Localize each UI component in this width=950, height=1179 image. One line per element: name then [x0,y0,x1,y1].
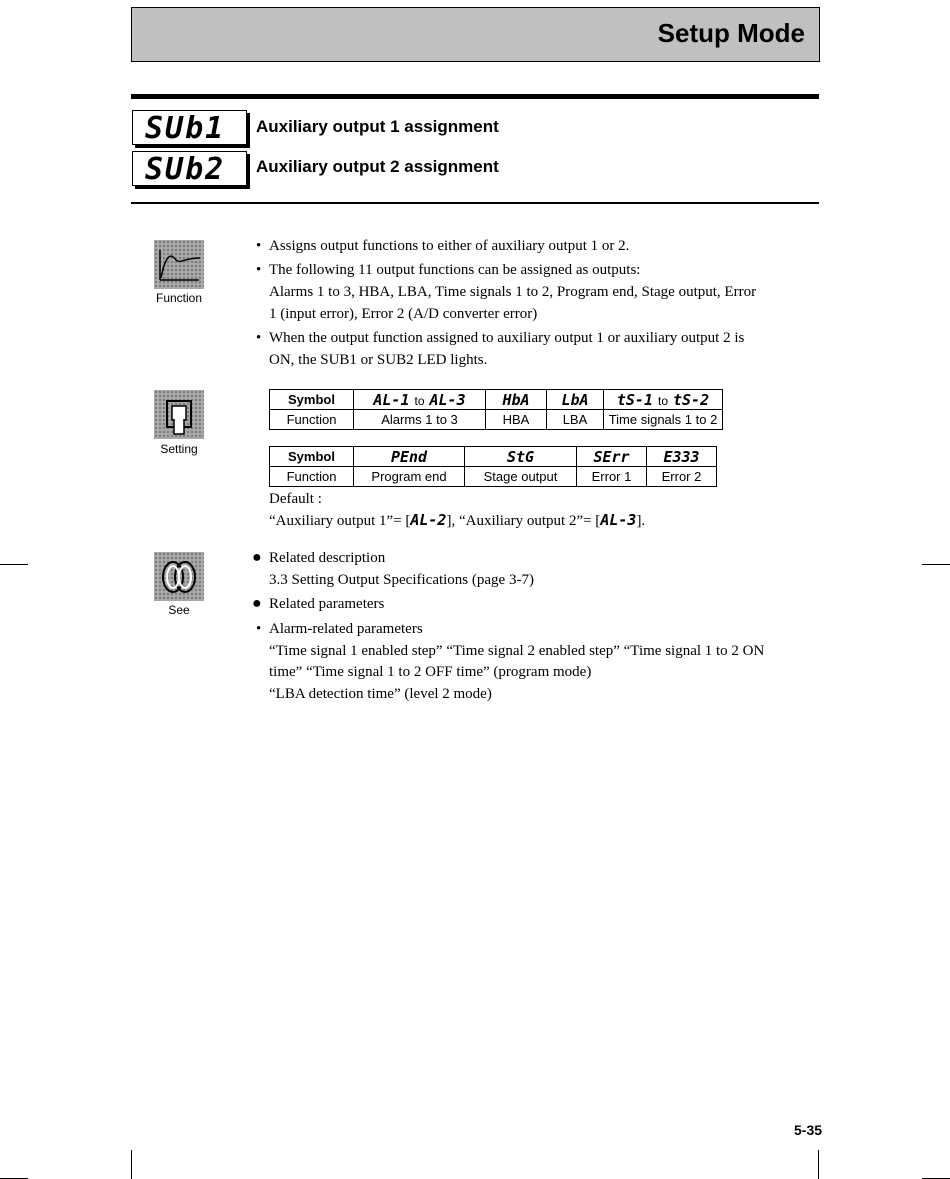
crop-mark-bottom-vertical-left [131,1150,132,1179]
alarm-related-label: Alarm-related parameters [269,621,423,637]
table1-symbol-lba: LbA [547,390,604,410]
filled-bullet-1: ● [252,549,262,566]
alarm-line-2: time” “Time signal 1 to 2 OFF time” (program mode) [269,664,592,680]
table1-function-lba: LBA [547,410,604,430]
table2-function-pend: Program end [354,467,465,487]
table2-symbol-header: Symbol [270,447,354,467]
table2-symbol-stg: StG [465,447,577,467]
table1-symbol-ts [604,390,723,410]
table2-symbol-serr: SErr [577,447,647,467]
related-description-label: Related description [269,550,386,566]
function-bullet-1: Assigns output functions to either of auxiliary output 1 or 2. [269,238,630,254]
param-code-box-2 [132,151,247,186]
table1-function-ts: Time signals 1 to 2 [604,410,723,430]
table1-symbol-hba: HbA [486,390,547,410]
default-values [269,509,645,532]
table2-function-stg: Stage output [465,467,577,487]
bullet-mark-1: • [256,238,262,254]
alarm-line-3: “LBA detection time” (level 2 mode) [269,686,492,702]
bullet-mark-2: • [256,262,262,278]
symbol-ts2: tS-2 [673,390,710,409]
default-value-1: AL-2 [410,511,447,529]
default-suffix: ]. [636,513,646,529]
default-label: Default : [269,491,322,507]
symbol-table-1 [269,389,723,430]
function-bullet-3-cont: ON, the SUB1 or SUB2 LED lights. [269,352,488,368]
function-bullet-3: When the output function assigned to auxiliary output 1 or auxiliary output 2 is [269,330,745,346]
param-code-box-1 [132,110,247,145]
filled-bullet-2: ● [252,595,262,612]
setting-icon [154,390,204,439]
param-code-1: SUb1 [145,111,226,146]
table2-function-e333: Error 2 [647,467,717,487]
table2-symbol-pend: PEnd [354,447,465,467]
see-icon-label: See [168,603,190,617]
page-number: 5-35 [794,1122,823,1138]
table1-function-header: Function [270,410,354,430]
function-icon-label: Function [155,291,203,305]
param-title-1: Auxiliary output 1 assignment [256,117,499,136]
symbol-al3: AL-3 [429,390,466,409]
related-description-link: 3.3 Setting Output Specifications (page 3-7) [269,572,534,588]
symbol-ts1: tS-1 [616,390,653,409]
function-icon [154,240,204,289]
table1-symbol-header: Symbol [270,390,354,410]
related-parameters-label: Related parameters [269,596,385,612]
bullet-mark-4: • [256,621,262,637]
crop-mark-left [0,564,28,565]
function-bullet-2-cont-1: Alarms 1 to 3, HBA, LBA, Time signals 1 to 2, Program end, Stage output, Error [269,284,757,300]
table2-function-serr: Error 1 [577,467,647,487]
param-code-2: SUb2 [145,152,226,187]
see-icon [154,552,204,601]
table2-symbol-e333: E333 [647,447,717,467]
symbol-to-2: to [657,393,668,408]
section-rule [131,202,819,204]
table1-function-hba: HBA [486,410,547,430]
symbol-to-1: to [414,393,425,408]
param-title-2: Auxiliary output 2 assignment [256,157,499,176]
table1-symbol-alarms [354,390,486,410]
crop-mark-bottom-vertical-right [818,1150,819,1179]
default-mid: ], “Auxiliary output 2”= [ [446,513,601,529]
bullet-mark-3: • [256,330,262,346]
function-bullet-2-cont-2: 1 (input error), Error 2 (A/D converter error) [269,306,538,322]
default-prefix-1: “Auxiliary output 1”= [ [269,513,411,529]
default-value-2: AL-3 [600,511,637,529]
table2-function-header: Function [270,467,354,487]
crop-mark-right [922,564,950,565]
top-rule [131,94,819,99]
setting-icon-label: Setting [160,442,198,456]
table1-function-alarms: Alarms 1 to 3 [354,410,486,430]
page-title: Setup Mode [657,18,805,48]
symbol-table-2 [269,446,717,487]
alarm-line-1: “Time signal 1 enabled step” “Time signal 2 enabled step” “Time signal 1 to 2 ON [269,643,765,659]
function-bullet-2: The following 11 output functions can be assigned as outputs: [269,262,641,278]
page-header [131,7,820,62]
symbol-al1: AL-1 [373,390,410,409]
